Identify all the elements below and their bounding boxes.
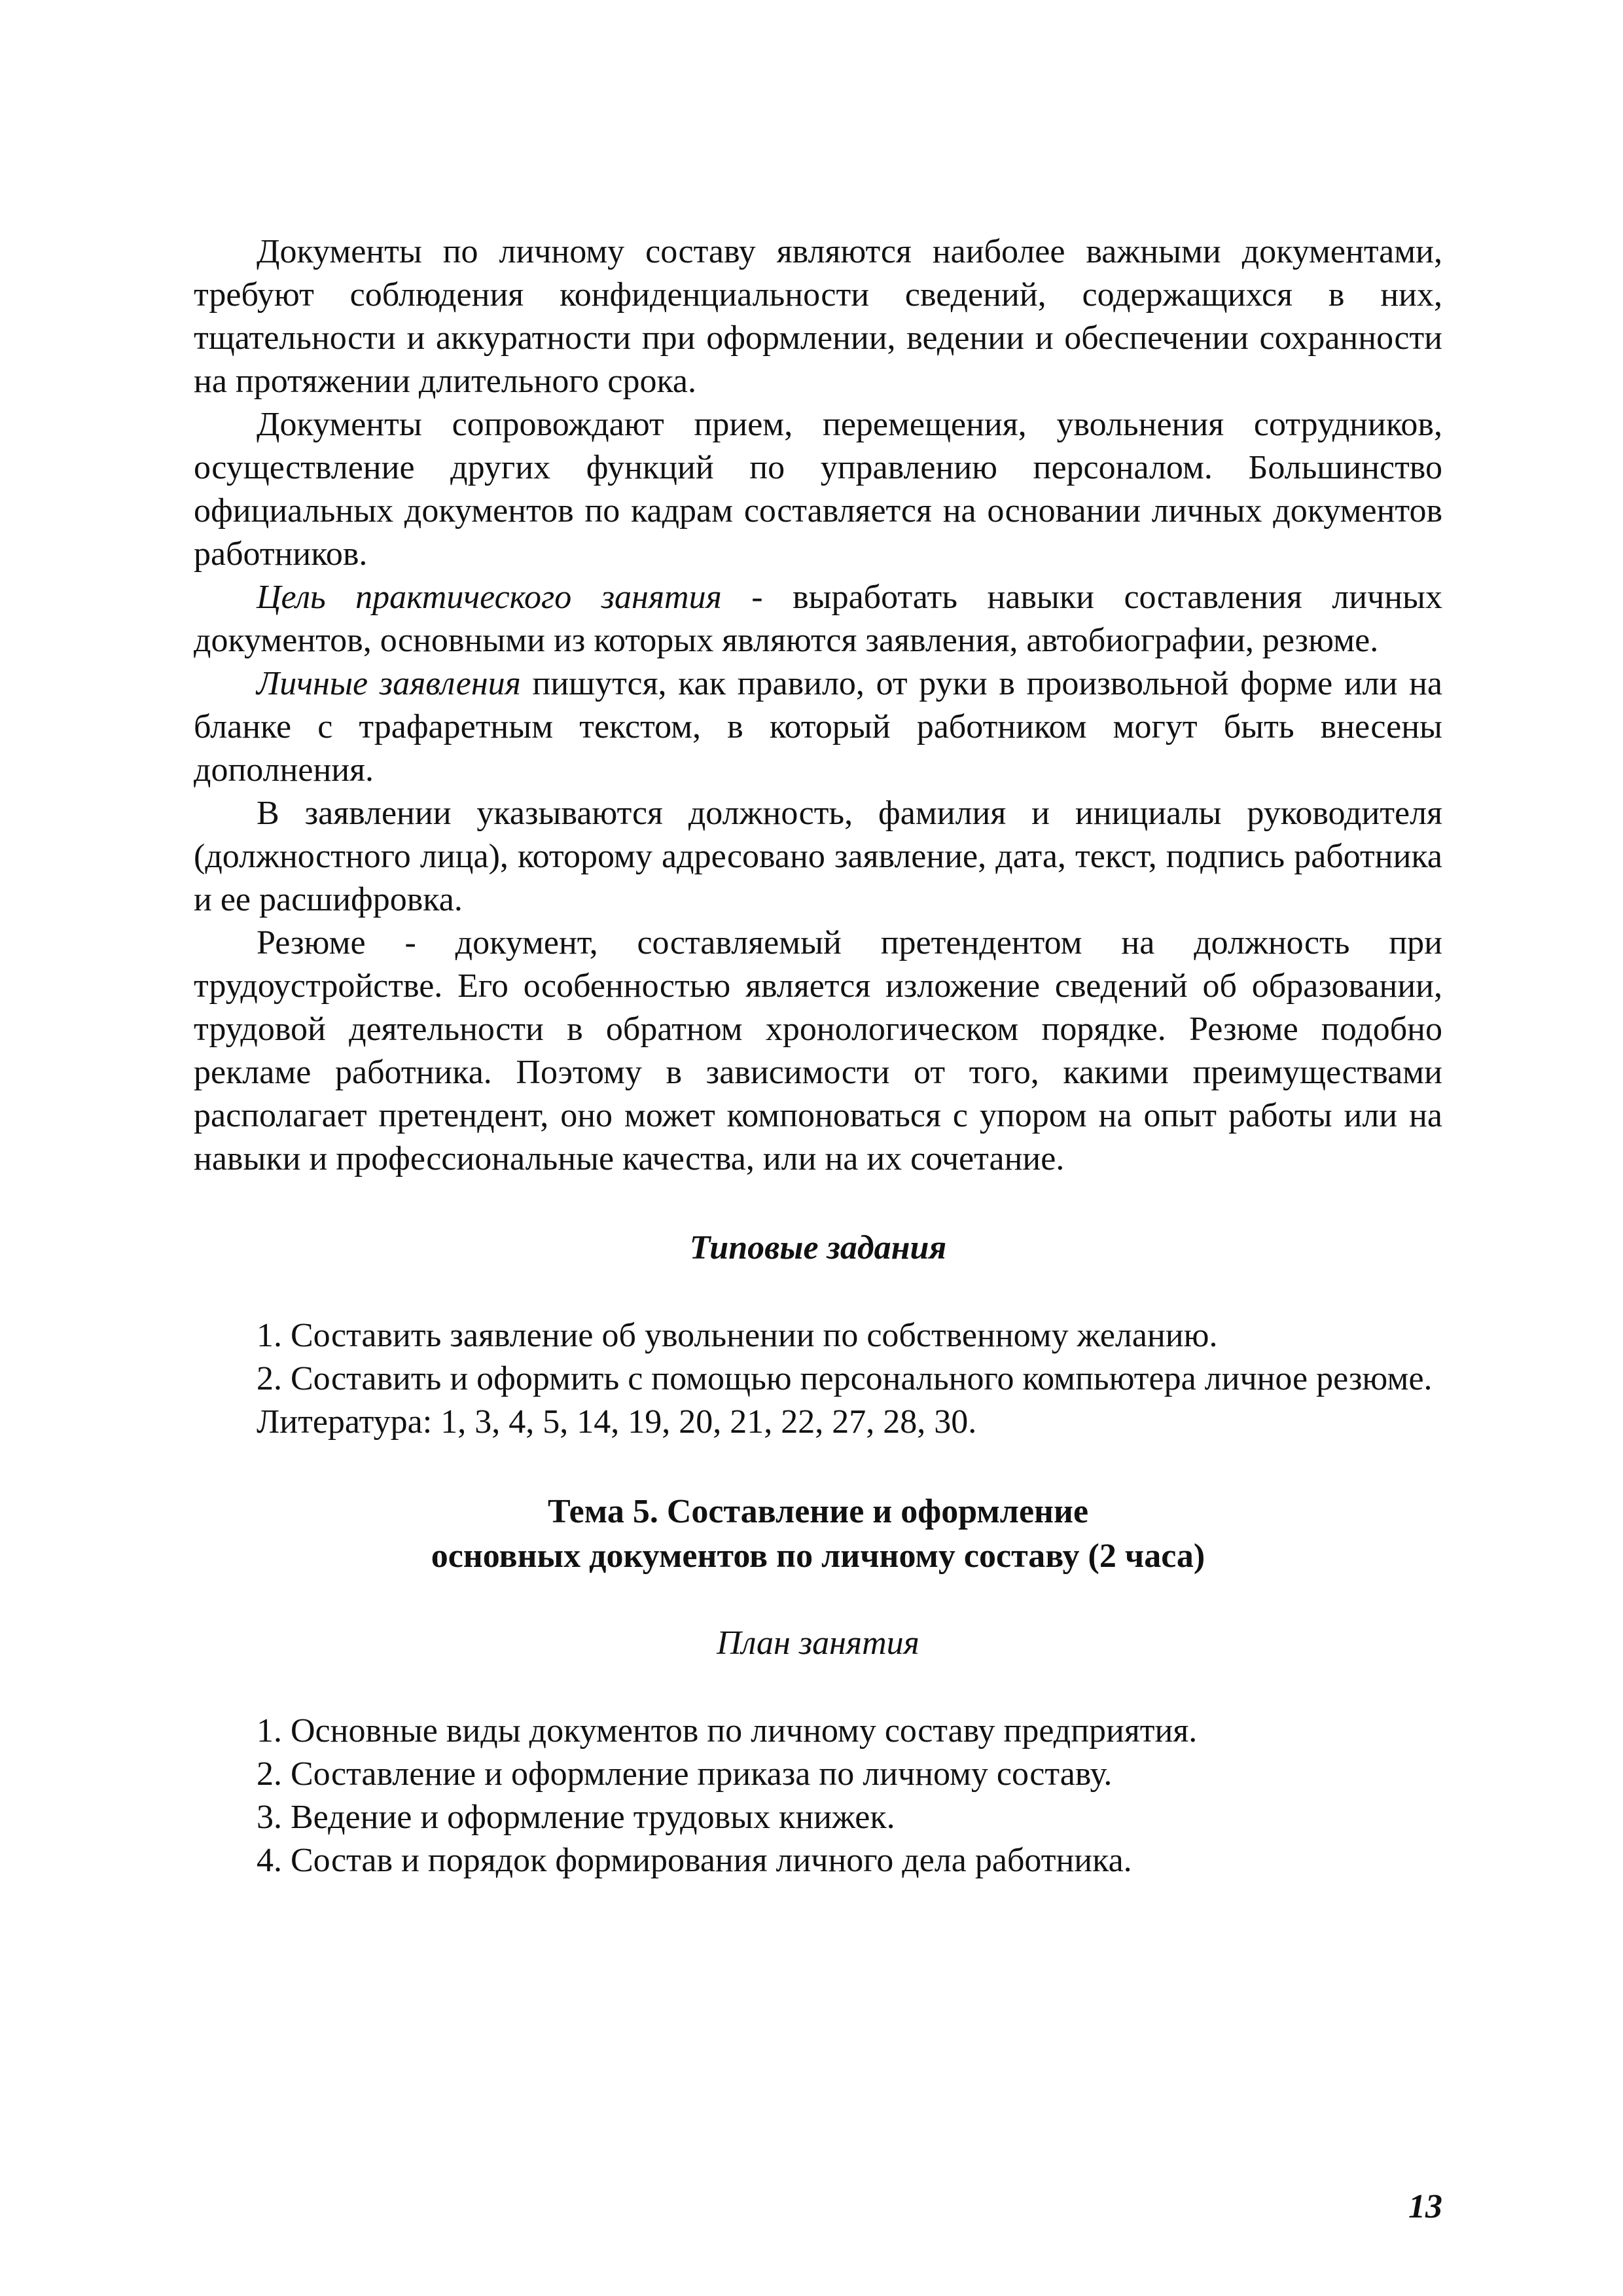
paragraph-1-text: Документы по личному составу являются наиболее важными документами, требуют соблюдения конфиденциальности сведений, содержащихся в них, тщательности и аккуратности при оформлении, ведении и обеспечении сохранности на протяжении длительного срока. [194, 233, 1442, 400]
literature-line: Литература: 1, 3, 4, 5, 14, 19, 20, 21, 22, 27, 28, 30. [257, 1403, 977, 1441]
plan-item-4: 4. Состав и порядок формирования личного дела работника. [257, 1842, 1132, 1879]
page-content [194, 230, 1442, 1882]
plan-item-2: 2. Составление и оформление приказа по личному составу. [257, 1755, 1113, 1793]
plan-item-1: 1. Основные виды документов по личному составу предприятия. [257, 1712, 1198, 1749]
spacer [194, 1270, 1442, 1314]
paragraph-2 [194, 403, 1442, 576]
paragraph-4-italic-lead: Личные заявления [257, 665, 521, 702]
paragraph-6-text: Резюме - документ, составляемый претендентом на должность при трудоустройстве. Его особенностью является изложение сведений об образовании, трудовой деятельности в обратном хронологическом порядке. Резюме подобно рекламе работника. Поэтому в зависимости от того, какими преимуществами располагает претендент, оно может компоноваться с упором на опыт работы или на навыки и профессиональные качества, или на их сочетание. [194, 924, 1442, 1177]
page-number: 13 [1408, 2188, 1442, 2225]
paragraph-3 [194, 576, 1442, 662]
paragraph-1 [194, 230, 1442, 403]
topic-heading-line-1: Тема 5. Составление и оформление [547, 1493, 1089, 1530]
tasks-title: Типовые задания [689, 1229, 947, 1266]
task-item-1: 1. Составить заявление об увольнении по собственному желанию. [257, 1317, 1218, 1354]
plan-title: План занятия [717, 1624, 919, 1662]
plan-item-3: 3. Ведение и оформление трудовых книжек. [257, 1799, 895, 1836]
topic-heading [194, 1490, 1442, 1579]
topic-heading-line-2: основных документов по личному составу (2 часа) [431, 1537, 1205, 1575]
paragraph-4-text: пишутся, как правило, от руки в произвольной форме или на бланке с трафаретным текстом, в который работником могут быть внесены дополнения. [194, 665, 1442, 789]
paragraph-6 [194, 922, 1442, 1181]
paragraph-5-text: В заявлении указываются должность, фамилия и инициалы руководителя (должностного лица), которому адресовано заявление, дата, текст, подпись работника и ее расшифровка. [194, 795, 1442, 918]
paragraph-3-text: - выработать навыки составления личных документов, основными из которых являются заявления, автобиографии, резюме. [194, 579, 1442, 659]
task-item-2: 2. Составить и оформить с помощью персонального компьютера личное резюме. [257, 1360, 1433, 1397]
paragraph-2-text: Документы сопровождают прием, перемещения, увольнения сотрудников, осуществление других функций по управлению персоналом. Большинство официальных документов по кадрам составляется на основании личных документов работников. [194, 406, 1442, 573]
tasks-list [194, 1314, 1442, 1444]
paragraph-5 [194, 792, 1442, 922]
paragraph-4 [194, 662, 1442, 792]
paragraph-3-italic-lead: Цель практического занятия [257, 579, 722, 616]
plan-list [194, 1710, 1442, 1882]
